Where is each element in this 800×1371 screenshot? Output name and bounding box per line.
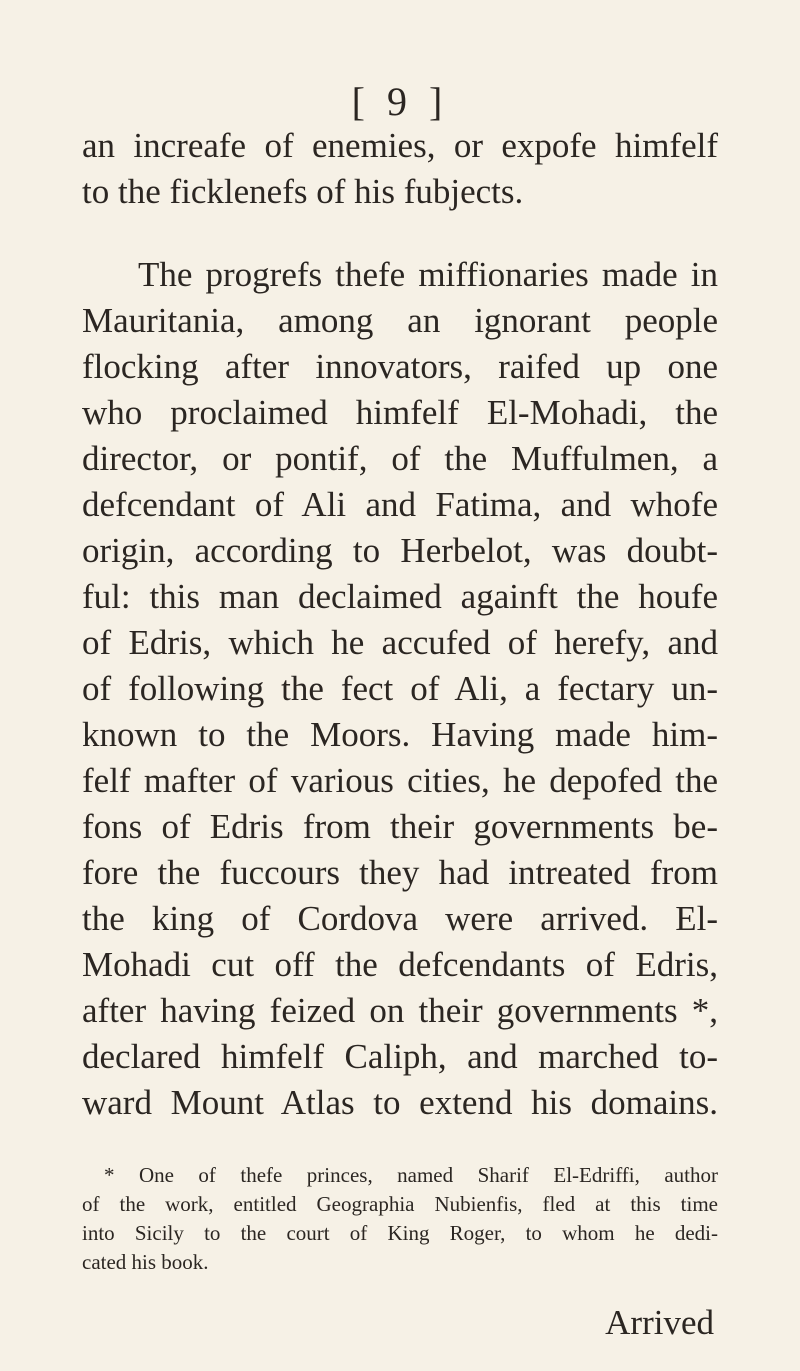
body-line: to the ficklenefs of his fubjects. [82,172,524,211]
body-line: known to the Moors. Having made him- [82,715,718,754]
body-line: felf mafter of various cities, he depofed the [82,761,718,800]
body-line: who proclaimed himfelf El-Mohadi, the [82,393,718,432]
body-line: of Edris, which he accufed of herefy, and [82,623,718,662]
body-line: ful: this man declaimed againft the houfe [82,577,718,616]
body-line: fore the fuccours they had intreated from [82,853,718,892]
body-line: Mohadi cut off the defcendants of Edris, [82,945,718,984]
body-line: Mauritania, among an ignorant people [82,301,718,340]
page-number: [ 9 ] [351,79,449,124]
paragraph-first-line: The progrefs thefe miffionaries made in [138,255,718,294]
body-line: origin, according to Herbelot, was doubt- [82,531,718,570]
footnote-line: of the work, entitled Geographia Nubienfis, fled at this time [82,1192,718,1216]
body-line: an increafe of enemies, or expofe himfelf [82,126,718,165]
body-line: after having feized on their governments *, [82,991,718,1030]
body-line: of following the fect of Ali, a fectary un- [82,669,718,708]
catchword: Arrived [605,1303,714,1342]
body-line: declared himfelf Caliph, and marched to- [82,1037,718,1076]
body-line: director, or pontif, of the Muffulmen, a [82,439,718,478]
footnote-line: into Sicily to the court of King Roger, to whom he dedi- [82,1221,718,1245]
body-line: fons of Edris from their governments be- [82,807,718,846]
body-line: flocking after innovators, raifed up one [82,347,718,386]
body-line: the king of Cordova were arrived. El- [82,899,718,938]
body-line: defcendant of Ali and Fatima, and whofe [82,485,718,524]
body-line: ward Mount Atlas to extend his domains. [82,1083,718,1122]
footnote-line: cated his book. [82,1250,209,1274]
footnote-line: * One of thefe princes, named Sharif El-Edriffi, author [104,1163,718,1187]
